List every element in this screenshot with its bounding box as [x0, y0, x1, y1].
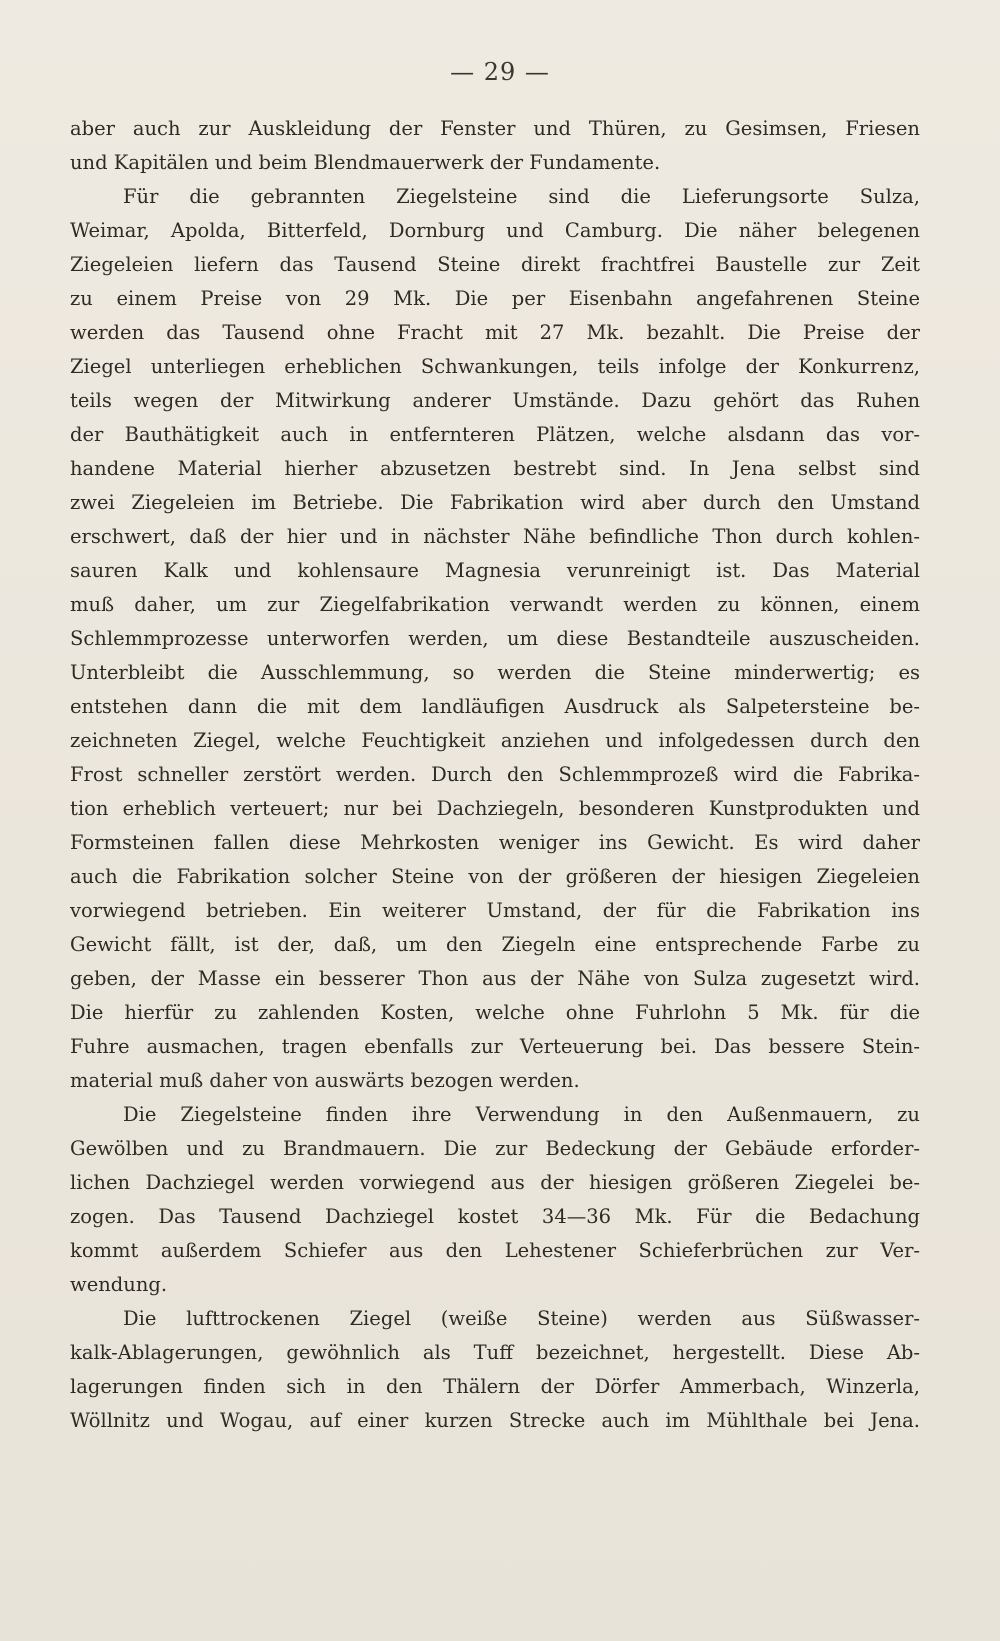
page-number: — 29 —: [450, 58, 550, 86]
text-line: kommt außerdem Schiefer aus den Lehestener Schieferbrüchen zur Ver-: [70, 1239, 920, 1262]
text-line: Fuhre ausmachen, tragen ebenfalls zur Verteuerung bei. Das bessere Stein-: [70, 1035, 920, 1058]
text-line: der Bauthätigkeit auch in entfernteren Plätzen, welche alsdann das vor-: [70, 423, 920, 446]
text-line: tion erheblich verteuert; nur bei Dachziegeln, besonderen Kunstprodukten und: [70, 797, 920, 820]
text-line: Die hierfür zu zahlenden Kosten, welche ohne Fuhrlohn 5 Mk. für die: [70, 1001, 920, 1024]
text-line: entstehen dann die mit dem landläufigen Ausdruck als Salpetersteine be-: [70, 695, 920, 718]
text-line: Die Ziegelsteine finden ihre Verwendung in den Außenmauern, zu: [123, 1103, 920, 1126]
text-line: geben, der Masse ein besserer Thon aus der Nähe von Sulza zugesetzt wird.: [70, 967, 920, 990]
text-line: kalk-Ablagerungen, gewöhnlich als Tuff bezeichnet, hergestellt. Diese Ab-: [70, 1341, 920, 1364]
text-line: zogen. Das Tausend Dachziegel kostet 34—36 Mk. Für die Bedachung: [70, 1205, 920, 1228]
text-line: Weimar, Apolda, Bitterfeld, Dornburg und Camburg. Die näher belegenen: [70, 219, 920, 242]
body-text: [70, 112, 920, 1438]
text-line: Frost schneller zerstört werden. Durch den Schlemmprozeß wird die Fabrika-: [70, 763, 920, 786]
text-line: Gewölben und zu Brandmauern. Die zur Bedeckung der Gebäude erforder-: [70, 1137, 920, 1160]
text-line: lichen Dachziegel werden vorwiegend aus der hiesigen größeren Ziegelei be-: [70, 1171, 920, 1194]
text-line: aber auch zur Auskleidung der Fenster und Thüren, zu Gesimsen, Friesen: [70, 117, 920, 140]
text-line: Die lufttrockenen Ziegel (weiße Steine) werden aus Süßwasser-: [123, 1307, 920, 1330]
text-line: material muß daher von auswärts bezogen werden.: [70, 1069, 580, 1092]
text-line: und Kapitälen und beim Blendmauerwerk der Fundamente.: [70, 151, 661, 174]
text-line: auch die Fabrikation solcher Steine von der größeren der hiesigen Ziegeleien: [70, 865, 920, 888]
text-line: werden das Tausend ohne Fracht mit 27 Mk. bezahlt. Die Preise der: [70, 321, 920, 344]
text-line: Wöllnitz und Wogau, auf einer kurzen Strecke auch im Mühlthale bei Jena.: [70, 1409, 920, 1432]
text-line: Gewicht fällt, ist der, daß, um den Ziegeln eine entsprechende Farbe zu: [70, 933, 920, 956]
text-line: vorwiegend betrieben. Ein weiterer Umstand, der für die Fabrikation ins: [70, 899, 920, 922]
text-line: lagerungen finden sich in den Thälern der Dörfer Ammerbach, Winzerla,: [70, 1375, 920, 1398]
text-line: sauren Kalk und kohlensaure Magnesia verunreinigt ist. Das Material: [70, 559, 920, 582]
text-line: erschwert, daß der hier und in nächster Nähe befindliche Thon durch kohlen-: [70, 525, 920, 548]
text-line: Formsteinen fallen diese Mehrkosten weniger ins Gewicht. Es wird daher: [70, 831, 920, 854]
text-line: zeichneten Ziegel, welche Feuchtigkeit anziehen und infolgedessen durch den: [70, 729, 920, 752]
text-line: Ziegeleien liefern das Tausend Steine direkt frachtfrei Baustelle zur Zeit: [70, 253, 920, 276]
text-line: Unterbleibt die Ausschlemmung, so werden die Steine minderwertig; es: [70, 661, 920, 684]
text-line: wendung.: [70, 1273, 168, 1296]
text-line: teils wegen der Mitwirkung anderer Umstände. Dazu gehört das Ruhen: [70, 389, 920, 412]
text-line: handene Material hierher abzusetzen bestrebt sind. In Jena selbst sind: [70, 457, 920, 480]
text-line: Schlemmprozesse unterworfen werden, um diese Bestandteile auszuscheiden.: [70, 627, 920, 650]
text-line: zu einem Preise von 29 Mk. Die per Eisenbahn angefahrenen Steine: [70, 287, 920, 310]
text-line: Ziegel unterliegen erheblichen Schwankungen, teils infolge der Konkurrenz,: [70, 355, 920, 378]
text-line: muß daher, um zur Ziegelfabrikation verwandt werden zu können, einem: [70, 593, 920, 616]
text-line: Für die gebrannten Ziegelsteine sind die Lieferungsorte Sulza,: [123, 185, 920, 208]
text-line: zwei Ziegeleien im Betriebe. Die Fabrikation wird aber durch den Umstand: [70, 491, 920, 514]
